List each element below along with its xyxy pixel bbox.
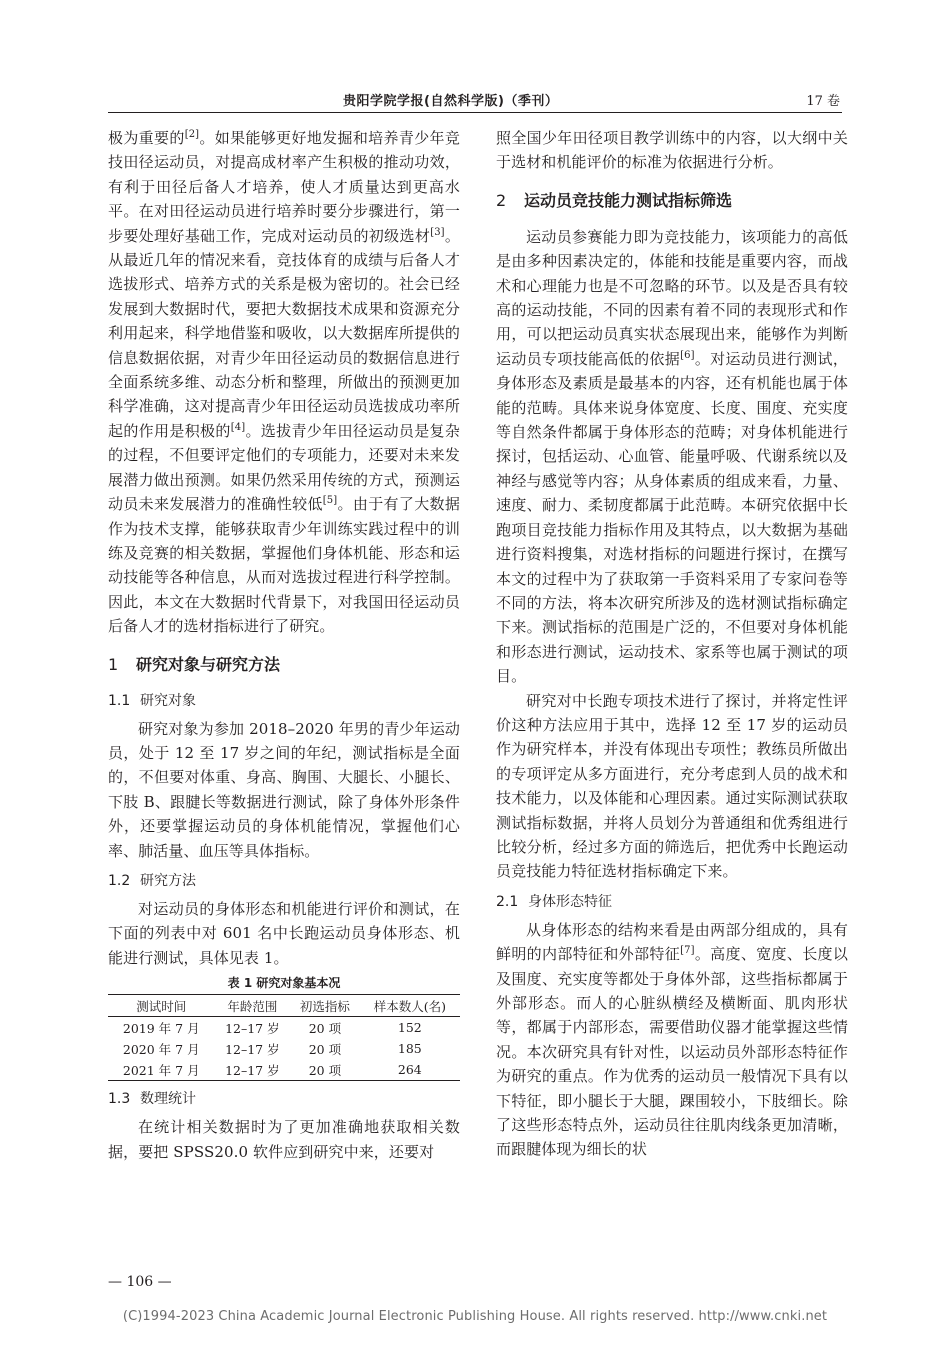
table-header-cell: 测试时间 (136, 998, 187, 1014)
journal-title: 贵阳学院学报(自然科学版)（季刊） (343, 94, 559, 109)
table-cell: 12–17 岁 (225, 1041, 280, 1057)
intro-paragraph: 极为重要的[2]。如果能够更好地发掘和培养青少年竞技田径运动员，对提高成材率产生积极的推动功效，有利于田径后备人才培养，使人才质量达到更高水平。在对田径运动员进行培养时要分步骤进行，第一步要处理好基础工作，完成对运动员的初级选材[3]。从最近几年的情况来看，竞技体育的成绩与后备人才选拔形式、培养方式的关系是极为密切的。社会已经发展到大数据时代，要把大数据技术成果和资源充分利用起来，科学地借鉴和吸收，以大数据库所提供的信息数据依据，对青少年田径运动员的数据信息进行全面系统多维、动态分析和整理，所做出的预测更加科学准确，这对提高青少年田径运动员选拔成功率所起的作用是积极的[4]。选拔青少年田径运动员是复杂的过程，不但要评定他们的专项能力，还要对未来发展潜力做出预测。如果仍然采用传统的方式，预测运动员未来发展潜力的准确性较低[5]。由于有了大数据作为技术支撑，能够获取青少年训练实践过程中的训练及竞赛的相关数据，掌握他们身体机能、形态和运动技能等各种信息，从而对选拔过程进行科学控制。因此，本文在大数据时代背景下，对我国田径运动员后备人才的选材指标进行了研究。 (108, 129, 460, 636)
table-row (108, 1059, 460, 1081)
table-cell: 185 (397, 1041, 422, 1057)
table-header-row (108, 995, 460, 1017)
research-method-paragraph: 对运动员的身体形态和机能进行评价和测试，在下面的列表中对 601 名中长跑运动员身体形态、机能进行测试，具体见表 1。 (108, 899, 460, 967)
section-heading-2: 2 运动员竞技能力测试指标筛选 (496, 190, 733, 210)
table-cell: 20 项 (308, 1041, 342, 1057)
table-cell: 12–17 岁 (225, 1062, 280, 1078)
citation: [4] (230, 421, 246, 433)
page-number: — 106 — (108, 1274, 172, 1290)
table-cell: 20 项 (308, 1062, 342, 1078)
table-header-cell: 初选指标 (299, 998, 350, 1014)
citation: [7] (680, 945, 695, 957)
table-cell: 12–17 岁 (225, 1020, 280, 1036)
citation: [2] (184, 129, 200, 140)
table-cell: 2019 年 7 月 (122, 1020, 200, 1036)
citation: [3] (430, 226, 445, 238)
table-cell: 2020 年 7 月 (122, 1041, 200, 1057)
table-row (108, 1038, 460, 1059)
research-subject-paragraph: 研究对象为参加 2018–2020 年男的青少年运动员，处于 12 至 17 岁之间的年纪，测试指标是全面的，不但要对体重、身高、胸围、大腿长、小腿长、下肢 B、跟腱长等数据进行测试，除了身体外形条件外，还要掌握运动员的身体机能情况，掌握他们心率、肺活量、血压等具体指标。 (108, 719, 460, 860)
right-column (496, 126, 848, 1162)
subsection-heading-2-1: 2.1 身体形态特征 (496, 893, 612, 910)
subsection-heading-1-2: 1.2 研究方法 (108, 872, 196, 889)
subsection-heading-1-1: 1.1 研究对象 (108, 692, 196, 709)
volume-number: 17 卷 (806, 94, 840, 109)
table-caption: 表 1 研究对象基本况 (227, 976, 341, 991)
continued-paragraph: 照全国少年田径项目教学训练中的内容，以大纲中关于选材和机能评价的标准为依据进行分析。 (496, 129, 848, 172)
citation: [5] (322, 495, 338, 507)
table-cell: 264 (397, 1062, 422, 1078)
subjects-table (108, 994, 460, 1081)
section-heading-1: 1 研究对象与研究方法 (108, 654, 281, 674)
competitive-ability-paragraph: 运动员参赛能力即为竞技能力，该项能力的高低是由多种因素决定的，体能和技能是重要内容，而战术和心理能力也是不可忽略的环节。以及是否具有较高的运动技能，不同的因素有着不同的表现形式和作用，可以把运动员真实状态展现出来，能够作为判断运动员专项技能高低的依据[6]。对运动员进行测试，身体形态及素质是最基本的内容，还有机能也属于体能的范畴。具体来说身体宽度、长度、围度、充实度等自然条件都属于身体形态的范畴；对身体机能进行探讨，包括运动、心血管、能量呼吸、代谢系统以及神经与感觉等内容；从身体素质的组成来看，力量、速度、耐力、柔韧度都属于此范畴。本研究依据中长跑项目竞技能力指标作用及其特点，以大数据为基础进行资料搜集，对选材指标的问题进行探讨，在撰写本文的过程中为了获取第一手资料采用了专家问卷等不同的方法，将本次研究所涉及的选材测试指标确定下来。测试指标的范围是广泛的，不但要对身体机能和形态进行测试，运动技术、家系等也属于测试的项目。 (496, 227, 848, 686)
left-column (108, 126, 460, 1164)
citation: [6] (680, 349, 695, 361)
body-form-paragraph: 从身体形态的结构来看是由两部分组成的，具有鲜明的内部特征和外部特征[7]。高度、宽度、长度以及围度、充实度等都处于身体外部，这些指标都属于外部形态。而人的心脏纵横经及横断面、肌肉形状等，都属于内部形态，需要借助仪器才能掌握这些情况。本次研究具有针对性，以运动员外部形态特征作为研究的重点。作为优秀的运动员一般情况下具有以下特征，即小腿长于大腿，踝围较小，下肢细长。除了这些形态特点外，运动员往往肌肉线条更加清晰，而跟腱体现为细长的状 (496, 920, 848, 1159)
copyright-footer: (C)1994-2023 China Academic Journal Electronic Publishing House. All rights reserved. http://www.cnki.net (122, 1309, 828, 1324)
table-cell: 152 (397, 1020, 422, 1036)
table-header-cell: 样本数人(名) (373, 998, 446, 1014)
table-row (108, 1017, 460, 1039)
table-header-cell: 年龄范围 (227, 998, 278, 1014)
table-cell: 2021 年 7 月 (122, 1062, 200, 1078)
statistics-paragraph: 在统计相关数据时为了更加准确地获取相关数据，要把 SPSS20.0 软件应到研究中来，还要对 (108, 1118, 460, 1161)
running-header (108, 90, 842, 113)
subsection-heading-1-3: 1.3 数理统计 (108, 1091, 196, 1108)
table-cell: 20 项 (308, 1020, 342, 1036)
technique-evaluation-paragraph: 研究对中长跑专项技术进行了探讨，并将定性评价这种方法应用于其中，选择 12 至 17 岁的运动员作为研究样本，并没有体现出专项性；教练员所做出的专项评定从多方面进行，充分考虑到人员的战术和技术能力，以及体能和心理因素。通过实际测试获取测试指标数据，并将人员划分为普通组和优秀组进行比较分析，经过多方面的筛选后，把优秀中长跑运动员竞技能力特征选材指标确定下来。 (496, 691, 848, 881)
